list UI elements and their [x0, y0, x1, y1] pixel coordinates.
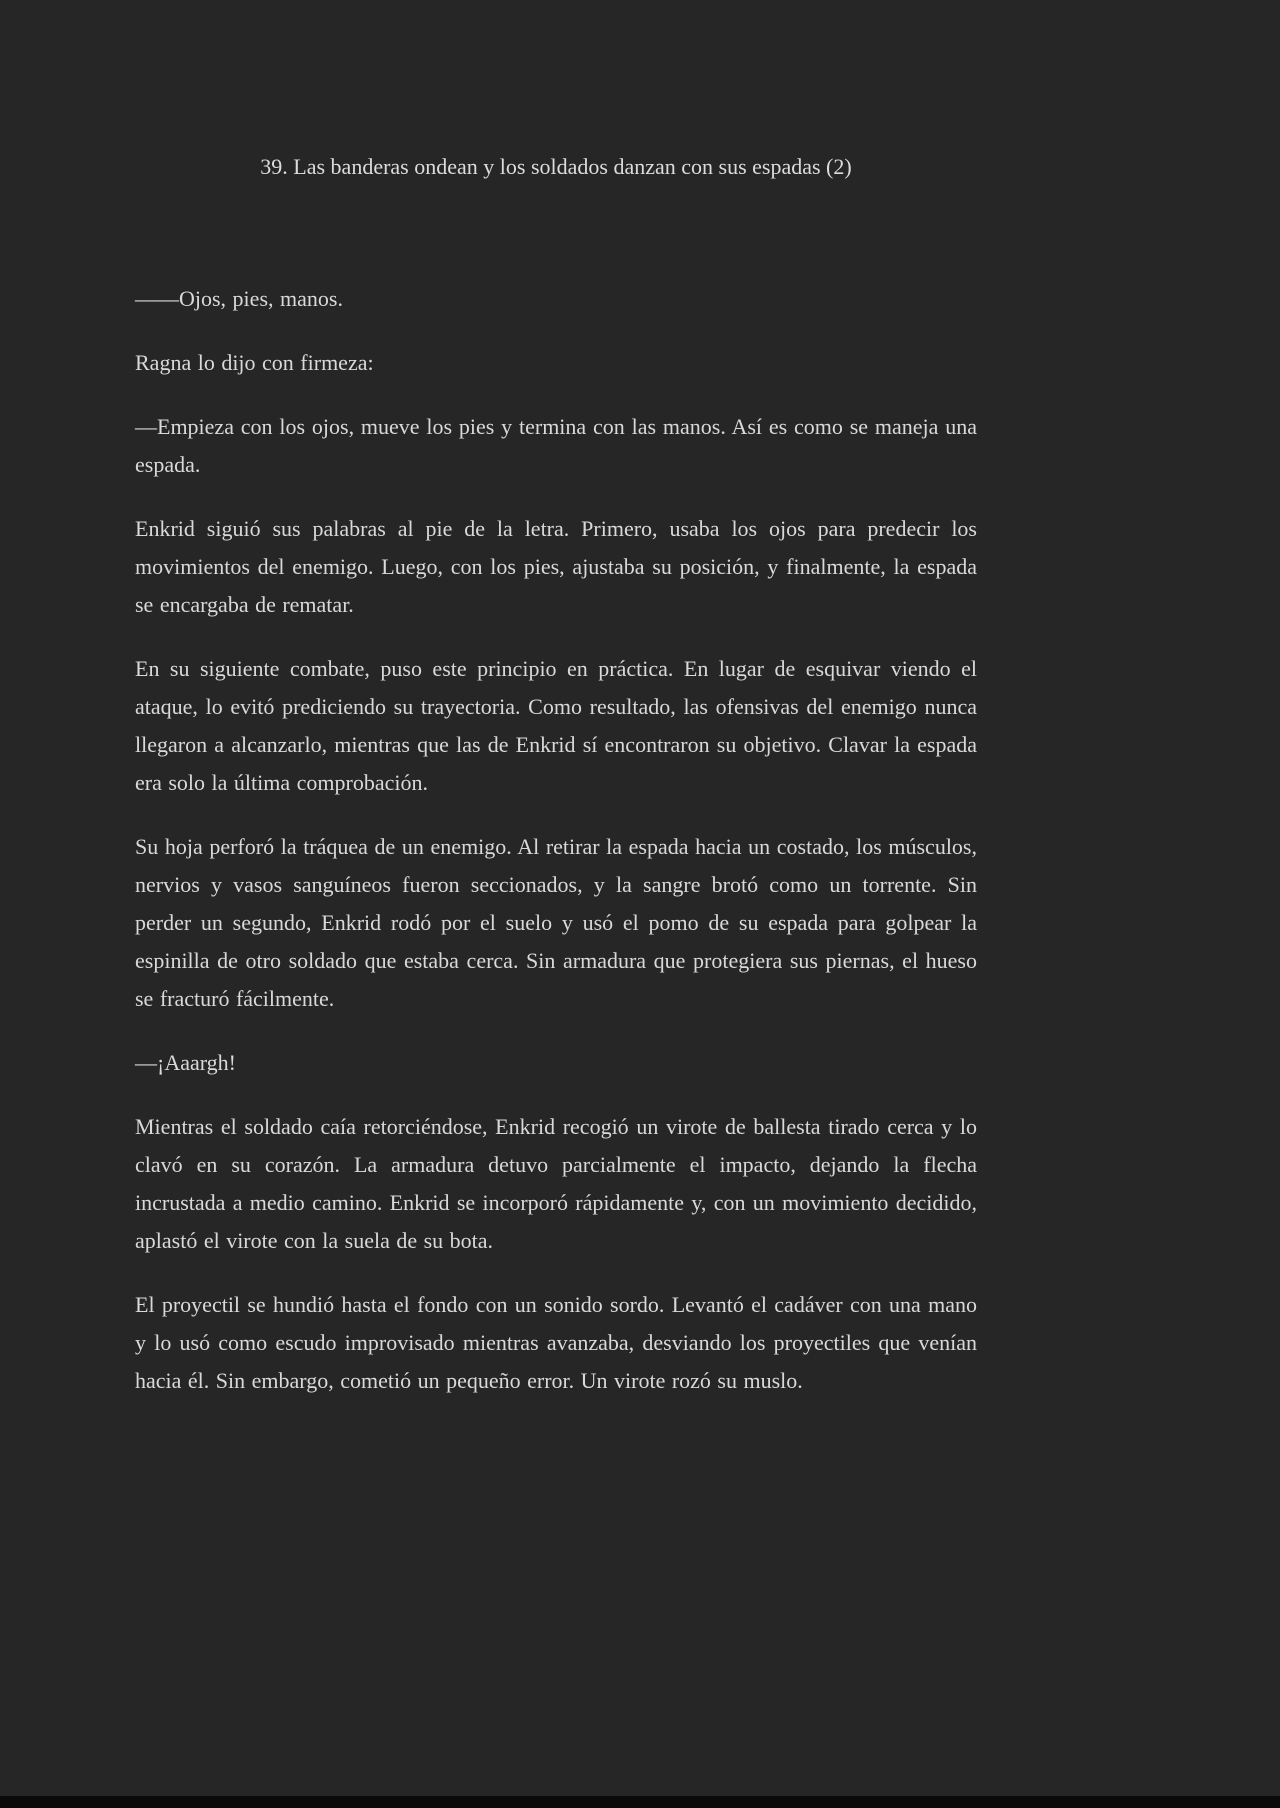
paragraph: —Empieza con los ojos, mueve los pies y termina con las manos. Así es como se maneja una espada. [135, 414, 977, 477]
paragraph: Mientras el soldado caía retorciéndose, Enkrid recogió un virote de ballesta tirado cerca y lo clavó en su corazón. La armadura detuvo parcialmente el impacto, dejando la flecha incrustada a medio camino. Enkrid se incorporó rápidamente y, con un movimiento decidido, aplastó el virote con la suela de su bota. [135, 1114, 977, 1253]
paragraph: Ragna lo dijo con firmeza: [135, 350, 374, 375]
paragraph: En su siguiente combate, puso este principio en práctica. En lugar de esquivar viendo el ataque, lo evitó prediciendo su trayectoria. Como resultado, las ofensivas del enemigo nunca llegaron a alcanzarlo, mientras que las de Enkrid sí encontraron su objetivo. Clavar la espada era solo la última comprobación. [135, 656, 977, 795]
chapter-title: 39. Las banderas ondean y los soldados danzan con sus espadas (2) [260, 154, 852, 179]
paragraph: Enkrid siguió sus palabras al pie de la letra. Primero, usaba los ojos para predecir los movimientos del enemigo. Luego, con los pies, ajustaba su posición, y finalmente, la espada se encargaba de rematar. [135, 516, 977, 617]
reader-page [135, 0, 977, 1426]
chapter-content [135, 280, 977, 1400]
paragraph: ——Ojos, pies, manos. [135, 286, 343, 311]
bottom-bar [0, 1796, 1280, 1808]
paragraph: El proyectil se hundió hasta el fondo con un sonido sordo. Levantó el cadáver con una mano y lo usó como escudo improvisado mientras avanzaba, desviando los proyectiles que venían hacia él. Sin embargo, cometió un pequeño error. Un virote rozó su muslo. [135, 1292, 977, 1393]
paragraph: Su hoja perforó la tráquea de un enemigo. Al retirar la espada hacia un costado, los músculos, nervios y vasos sanguíneos fueron seccionados, y la sangre brotó como un torrente. Sin perder un segundo, Enkrid rodó por el suelo y usó el pomo de su espada para golpear la espinilla de otro soldado que estaba cerca. Sin armadura que protegiera sus piernas, el hueso se fracturó fácilmente. [135, 834, 977, 1011]
paragraph: —¡Aaargh! [135, 1050, 236, 1075]
